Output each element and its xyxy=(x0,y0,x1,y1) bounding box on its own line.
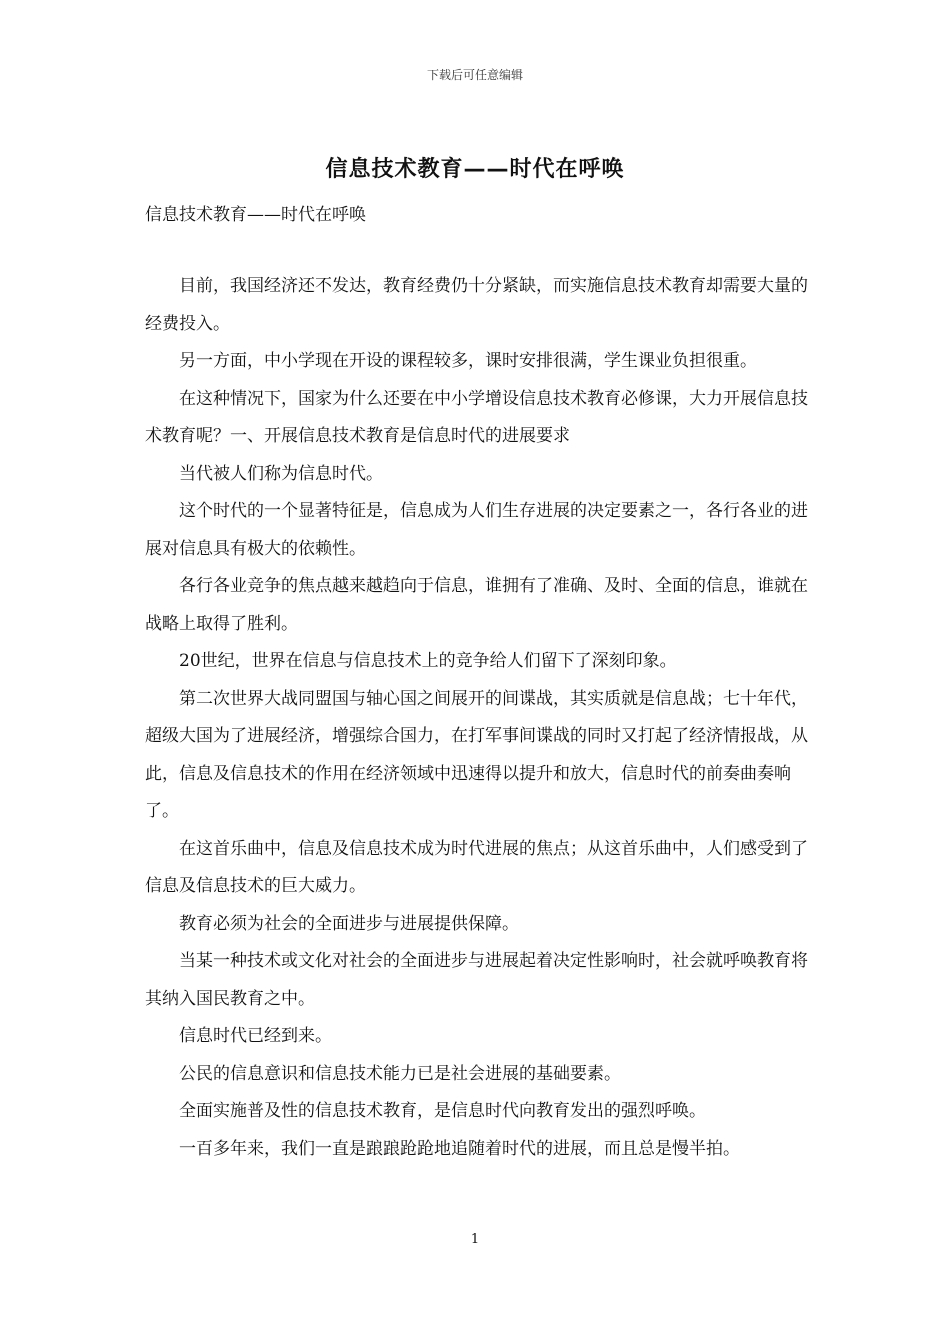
paragraph: 在这首乐曲中，信息及信息技术成为时代进展的焦点；从这首乐曲中，人们感受到了信息及信息技术的巨大威力。 xyxy=(145,838,808,896)
document-body xyxy=(145,268,810,1168)
paragraph: 公民的信息意识和信息技术能力已是社会进展的基础要素。 xyxy=(179,1063,621,1084)
document-title: 信息技术教育——时代在呼唤 xyxy=(325,157,625,182)
paragraph: 20世纪，世界在信息与信息技术上的竞争给人们留下了深刻印象。 xyxy=(179,651,677,671)
paragraph: 这个时代的一个显著特征是，信息成为人们生存进展的决定要素之一，各行各业的进展对信息具有极大的依赖性。 xyxy=(145,501,808,559)
paragraph: 另一方面，中小学现在开设的课程较多，课时安排很满，学生课业负担很重。 xyxy=(179,351,757,371)
paragraph: 信息时代已经到来。 xyxy=(179,1026,332,1046)
paragraph: 教育必须为社会的全面进步与进展提供保障。 xyxy=(179,913,519,934)
paragraph: 全面实施普及性的信息技术教育，是信息时代向教育发出的强烈呼唤。 xyxy=(179,1101,706,1121)
paragraph: 当代被人们称为信息时代。 xyxy=(179,463,383,484)
paragraph: 目前，我国经济还不发达，教育经费仍十分紧缺，而实施信息技术教育却需要大量的经费投入。 xyxy=(145,276,808,334)
paragraph: 各行各业竞争的焦点越来越趋向于信息，谁拥有了准确、及时、全面的信息，谁就在战略上取得了胜利。 xyxy=(145,576,808,634)
document-subtitle: 信息技术教育——时代在呼唤 xyxy=(145,205,366,225)
paragraph: 一百多年来，我们一直是踉踉跄跄地追随着时代的进展，而且总是慢半拍。 xyxy=(179,1138,740,1159)
paragraph: 在这种情况下，国家为什么还要在中小学增设信息技术教育必修课，大力开展信息技术教育呢？一、开展信息技术教育是信息时代的进展要求 xyxy=(145,388,808,446)
paragraph: 第二次世界大战同盟国与轴心国之间展开的间谍战，其实质就是信息战；七十年代，超级大国为了进展经济，增强综合国力，在打军事间谍战的同时又打起了经济情报战，从此，信息及信息技术的作用在经济领域中迅速得以提升和放大，信息时代的前奏曲奏响了。 xyxy=(145,688,808,821)
paragraph: 当某一种技术或文化对社会的全面进步与进展起着决定性影响时，社会就呼唤教育将其纳入国民教育之中。 xyxy=(145,951,808,1009)
header-note: 下载后可任意编辑 xyxy=(426,68,523,82)
page-number: 1 xyxy=(470,1232,480,1247)
